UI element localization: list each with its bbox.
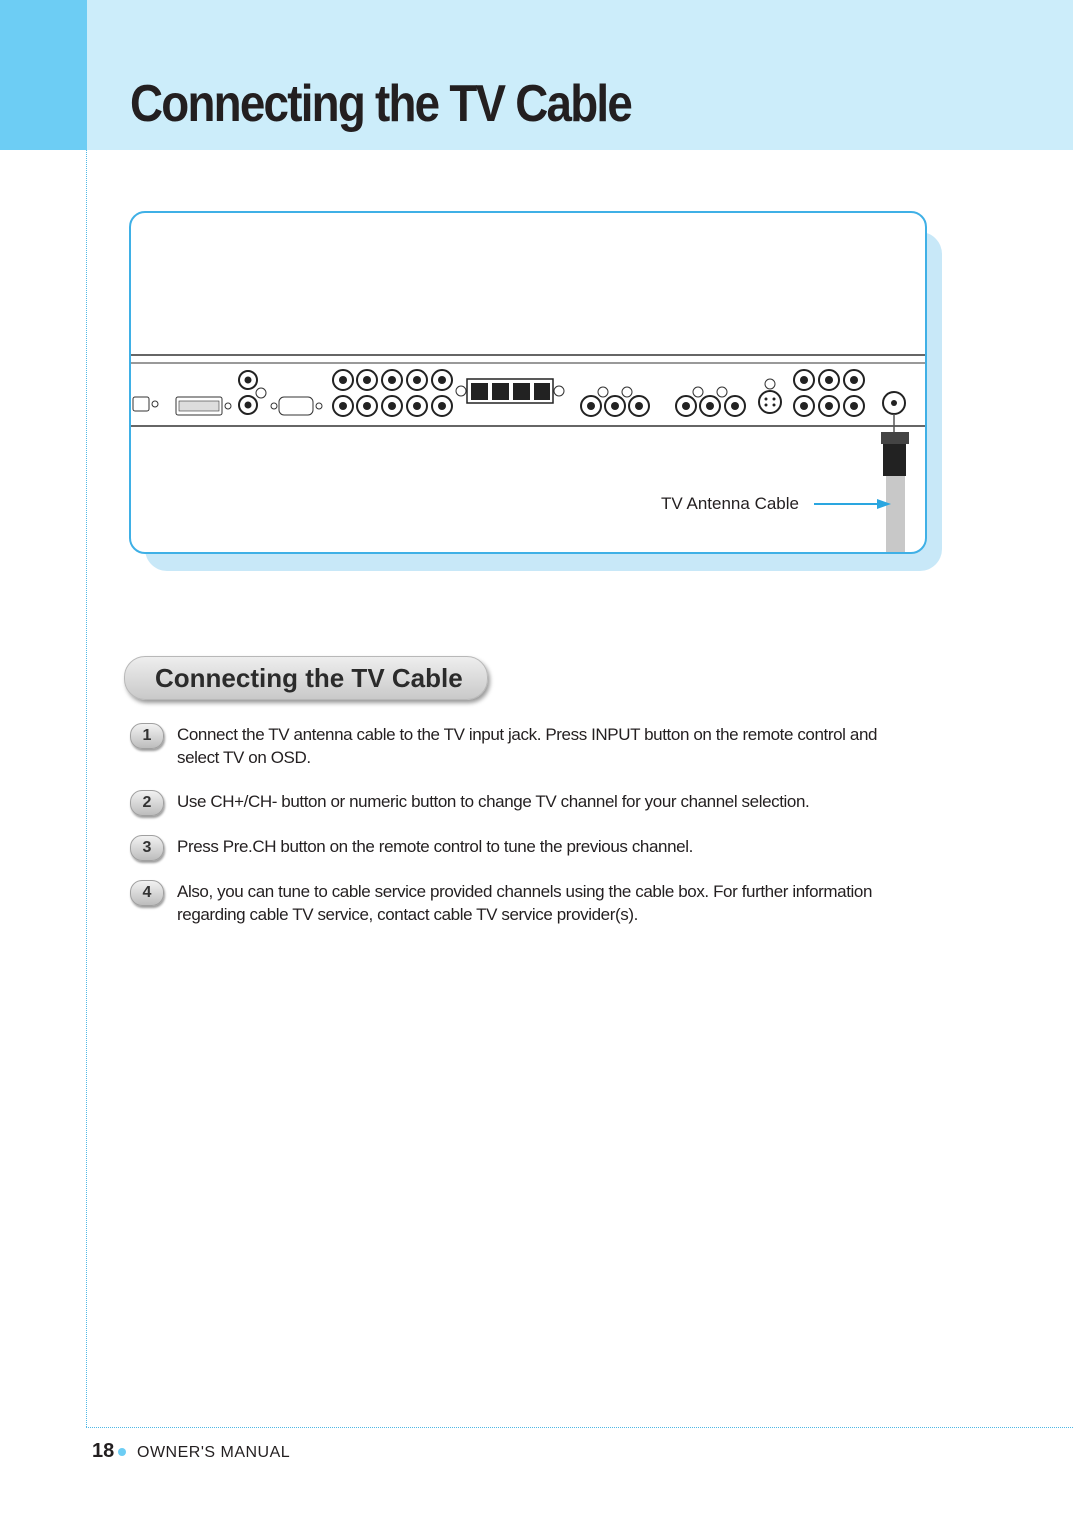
footer-bullet-icon (118, 1448, 126, 1456)
margin-guide-vertical (86, 150, 87, 1427)
step-number-badge: 4 (130, 880, 164, 906)
manual-label: OWNER'S MANUAL (137, 1444, 291, 1461)
step-text: Connect the TV antenna cable to the TV input jack. Press INPUT button on the remote control and select TV on OSD. (177, 725, 878, 767)
step-number-badge: 3 (130, 835, 164, 861)
step-text: Also, you can tune to cable service provided channels using the cable box. For further information regarding cable TV service, contact cable TV service provider(s). (177, 882, 873, 924)
connection-diagram (129, 211, 927, 554)
page-number: 18 (92, 1440, 115, 1462)
step-number-badge: 1 (130, 723, 164, 749)
step-text: Use CH+/CH- button or numeric button to change TV channel for your channel selection. (177, 792, 810, 811)
section-heading-text: Connecting the TV Cable (155, 663, 463, 693)
rear-panel-illustration (131, 213, 925, 552)
footer-divider (86, 1427, 1073, 1428)
step-number-badge: 2 (130, 790, 164, 816)
step-text: Press Pre.CH button on the remote control to tune the previous channel. (177, 837, 693, 856)
page-title: Connecting the TV Cable (130, 75, 632, 133)
antenna-cable-label: TV Antenna Cable (661, 494, 799, 513)
section-heading (124, 656, 488, 700)
header-tab (0, 0, 87, 150)
